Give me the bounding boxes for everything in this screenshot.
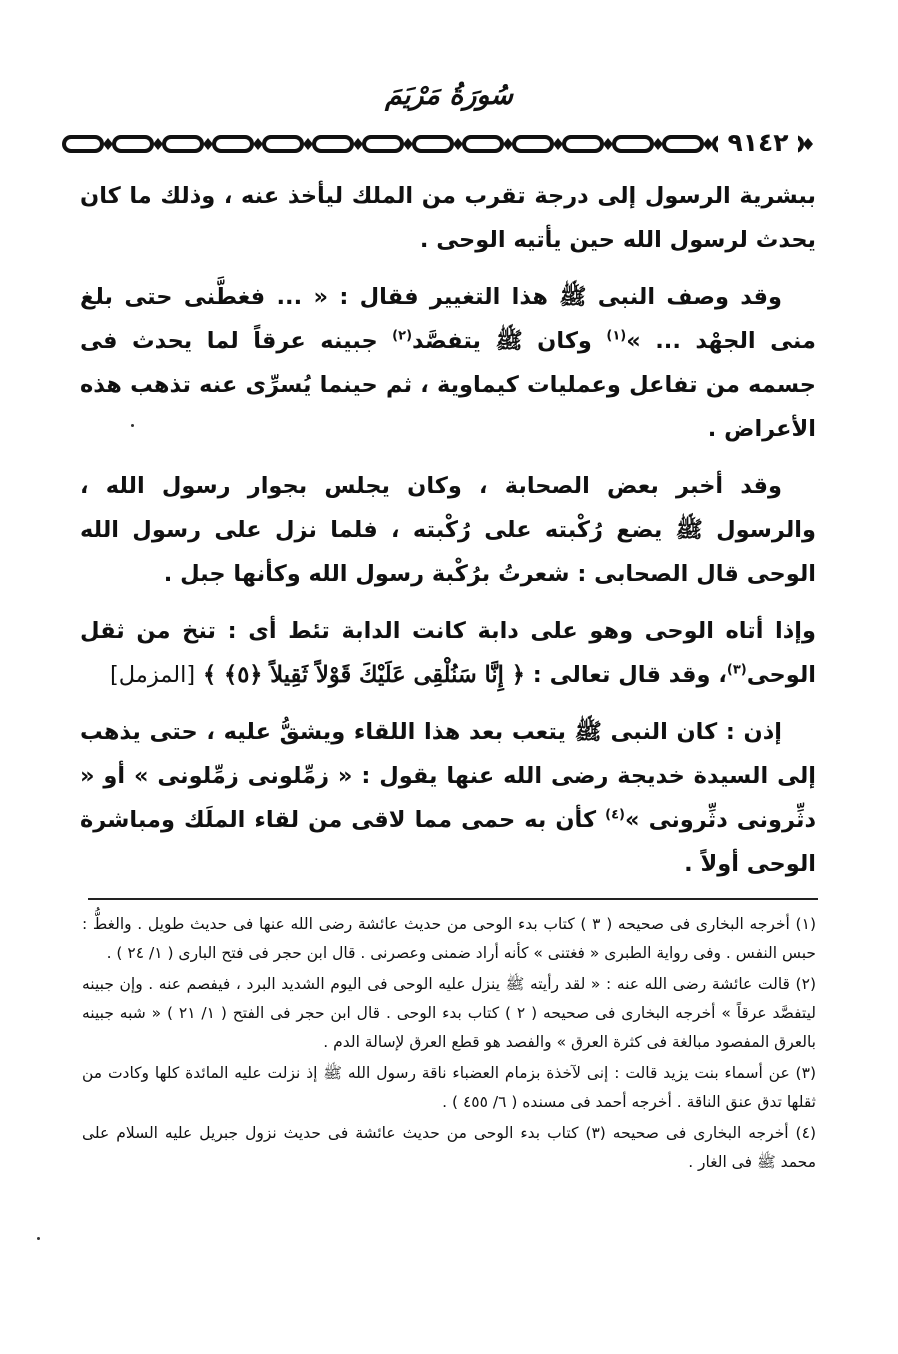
footnote-ref-2[interactable]: (٢) (392, 328, 413, 344)
paragraph-3 (80, 464, 816, 596)
footnote-ref-4[interactable]: (٤) (605, 807, 625, 823)
chain-link (164, 137, 202, 151)
footnote-4: (٤) أخرجه البخارى فى صحيحه (٣) كتاب بدء الوحى من حديث عائشة فى حديث نزول جبريل عليه السلام على محمد ﷺ فى الغار . (82, 1124, 816, 1171)
paragraph-4-text-b: ، وقد قال تعالى : (524, 662, 727, 688)
paragraph-1-text: ببشرية الرسول إلى درجة تقرب من الملك ليأخذ عنه ، وذلك ما كان يحدث لرسول الله حين يأتيه الوحى . (80, 183, 816, 253)
chain-diamond (603, 138, 613, 150)
paragraph-2-text-b: وكان ﷺ يتفصَّد (412, 328, 607, 354)
main-text (80, 174, 816, 899)
sura-title: سُورَةُ مَرْيَمَ (385, 80, 513, 111)
paragraph-3-text: وقد أخبر بعض الصحابة ، وكان يجلس بجوار رسول الله ، والرسول ﷺ يضع رُكْبته على رُكْبته ، فلما نزل على رسول الله الوحى قال الصحابى : شعرتُ برُكْبة رسول الله وكأنها جبل . (80, 473, 816, 587)
chain-link (664, 137, 702, 151)
sura-reference: [المزمل] (109, 662, 196, 688)
paragraph-5-text-b: كأن به حمى مما لاقى من لقاء الملَك ومباشرة الوحى أولاً . (80, 807, 816, 877)
footnote-ref-3[interactable]: (٣) (726, 662, 747, 678)
chain-link (264, 137, 302, 151)
print-speck (131, 424, 134, 427)
chain-diamond (153, 138, 163, 150)
paragraph-4 (80, 609, 816, 697)
chain-diamond (203, 138, 213, 150)
paragraph-5 (80, 710, 816, 886)
chain-link (614, 137, 652, 151)
footnote-separator (88, 898, 818, 900)
footnotes (82, 910, 816, 1179)
ornamental-border (60, 128, 830, 160)
paragraph-2-text-a: وقد وصف النبى ﷺ هذا التغيير فقال : « ... فغطَّنى حتى بلغ منى الجهْد ... » (80, 284, 816, 354)
chain-link (364, 137, 402, 151)
paragraph-1 (80, 174, 816, 262)
chain-link (314, 137, 352, 151)
chain-link (564, 137, 602, 151)
chain-link (464, 137, 502, 151)
chain-diamond (303, 138, 313, 150)
paragraph-5-text-a: إذن : كان النبى ﷺ يتعب بعد هذا اللقاء ويشقُّ عليه ، حتى يذهب إلى السيدة خديجة رضى الله عنها يقول : « زمِّلونى زمِّلونى » أو « دثِّرونى دثِّرونى » (80, 719, 816, 833)
chain-diamond (503, 138, 513, 150)
chain-diamond (653, 138, 663, 150)
chain-diamond (403, 138, 413, 150)
chain-link (214, 137, 252, 151)
chain-diamond (353, 138, 363, 150)
footnote-3: (٣) عن أسماء بنت يزيد قالت : إنى لآخذة بزمام العضباء ناقة رسول الله ﷺ إذ نزلت عليه المائدة كلها وكادت من ثقلها تدق عنق الناقة . أخرجه أحمد فى مسنده ( ٦/ ٤٥٥ ) . (82, 1064, 816, 1111)
chain-diamond (453, 138, 463, 150)
quran-verse: ﴿ إِنَّا سَنُلْقِى عَلَيْكَ قَوْلاً ثَقِيلاً ﴿٥﴾ ﴾ (202, 662, 525, 688)
paragraph-2-text-c: جبينه عرقاً لما يحدث فى جسمه من تفاعل وعمليات كيماوية ، ثم حينما يُسرِّى عنه تذهب هذه الأعراض . (80, 328, 816, 442)
chain-diamond (803, 138, 813, 150)
footnote-1: (١) أخرجه البخارى فى صحيحه ( ٣ ) كتاب بدء الوحى من حديث عائشة رضى الله عنها فى حديث طويل . والغطُّ : حبس النفس . وفى رواية الطبرى « فغتنى » كأنه أراد ضمنى وعصرنى . قال ابن حجر فى فتح البارى ( ١/ ٢٤ ) . (82, 915, 816, 962)
footnote-2: (٢) قالت عائشة رضى الله عنه : « لقد رأيته ﷺ ينزل عليه الوحى فى اليوم الشديد البرد ، فيفصم عنه . وإن جبينه ليتفصَّد عرقاً » أخرجه البخارى فى صحيحه ( ٢ ) كتاب بدء الوحى . قال ابن حجر فى الفتح ( ١/ ٢١ ) « شبه جبينه بالعرق المفصود مبالغة فى كثرة العرق » والفصد هو قطع العرق لإسالة الدم . (82, 975, 817, 1051)
page-number: ٩١٤٢ (718, 125, 798, 161)
chain-diamond (553, 138, 563, 150)
chain-diamond (103, 138, 113, 150)
chain-link (514, 137, 552, 151)
paragraph-2 (80, 275, 816, 451)
print-speck (37, 1237, 40, 1240)
chain-diamond (703, 138, 713, 150)
chain-link (414, 137, 452, 151)
chain-diamond (253, 138, 263, 150)
paragraph-4-text-a: وإذا أتاه الوحى وهو على دابة كانت الدابة تئط أى : تنخ من ثقل الوحى (80, 618, 816, 688)
footnote-ref-1[interactable]: (١) (606, 328, 627, 344)
chain-link (64, 137, 102, 151)
chain-link (114, 137, 152, 151)
